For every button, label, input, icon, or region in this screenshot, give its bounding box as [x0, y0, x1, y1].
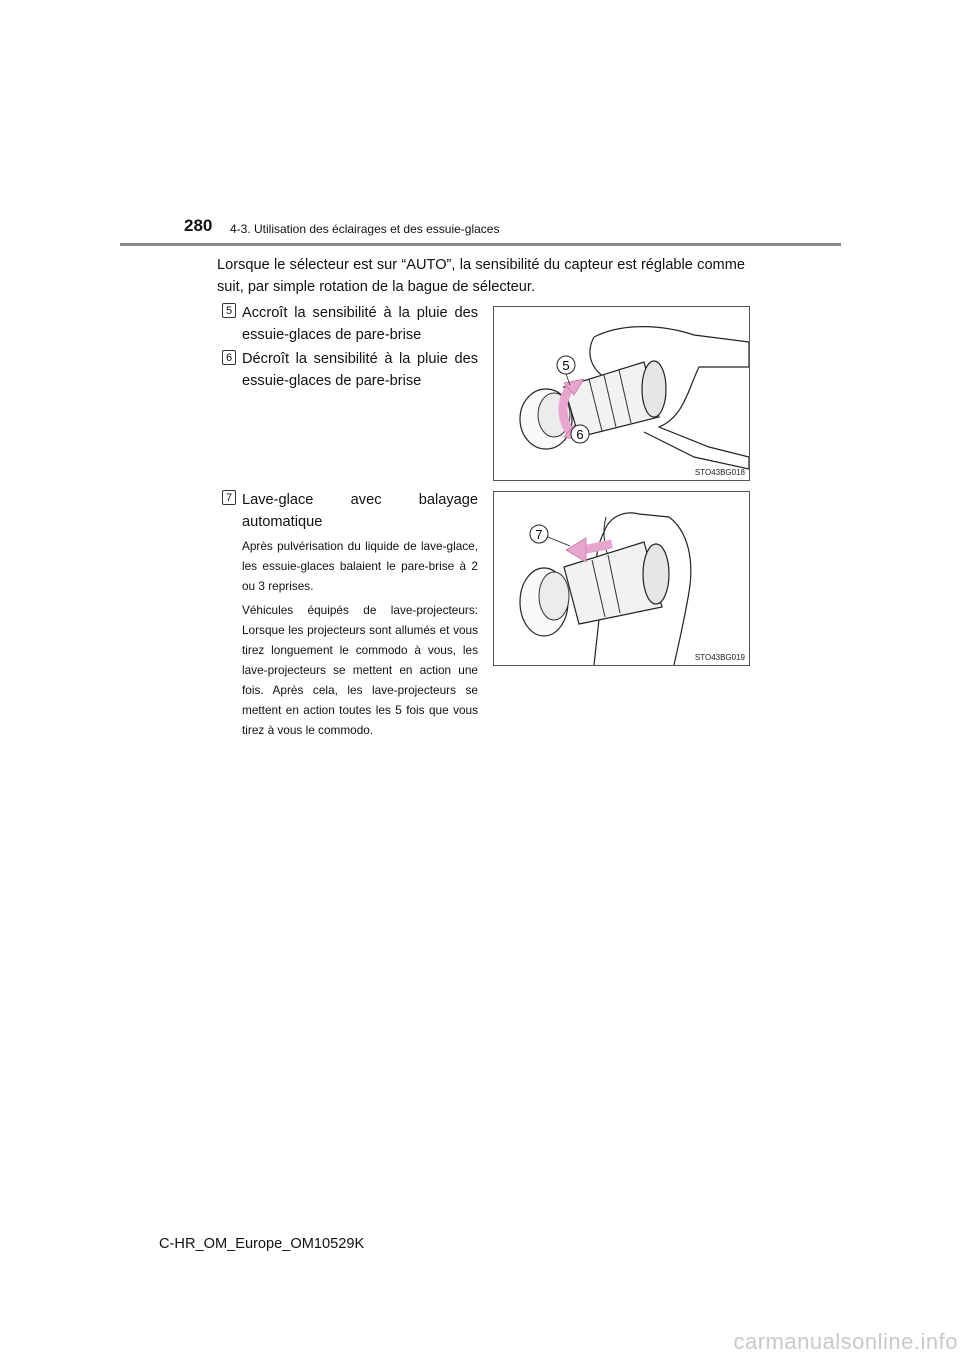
callout-6: 6 [576, 427, 584, 442]
item-number-badge: 6 [222, 350, 236, 365]
washer-lever-illustration [494, 492, 749, 665]
wiper-lever-illustration [494, 307, 749, 480]
figure-wiper-sensitivity [493, 306, 750, 481]
item-number-badge: 7 [222, 490, 236, 505]
note-paragraph: Après pulvérisation du liquide de lave-glace, les essuie-glaces balaient le pare-brise à 2 ou 3 reprises. [242, 539, 478, 593]
header-divider [120, 243, 841, 246]
figure-washer [493, 491, 750, 666]
document-footer: C-HR_OM_Europe_OM10529K [159, 1236, 365, 1252]
figure-code: STO43BG018 [694, 468, 745, 477]
callout-5: 5 [562, 358, 570, 373]
item-number-badge: 5 [222, 303, 236, 318]
page-number: 280 [184, 216, 213, 235]
note-paragraph: Véhicules équipés de lave-projecteurs: Lorsque les projecteurs sont allumés et vous tirez longuement le commodo à vous, les lave-projecteurs se mettent en action une fois. Après cela, les lave-projecteurs se mettent en action toutes les 5 fois que vous tirez à vous le commodo. [242, 603, 478, 737]
item-text: Accroît la sensibilité à la pluie des essuie-glaces de pare-brise [242, 305, 478, 343]
figure-code: STO43BG019 [694, 653, 745, 662]
item-text: Lave-glace avec balayage automatique [242, 492, 478, 530]
intro-paragraph: Lorsque le sélecteur est sur “AUTO”, la sensibilité du capteur est réglable comme suit, par simple rotation de la bague de sélecteur. [217, 257, 745, 295]
callout-7: 7 [535, 527, 543, 542]
section-title: 4-3. Utilisation des éclairages et des essuie-glaces [230, 222, 500, 236]
watermark: carmanualsonline.info [733, 1329, 958, 1354]
item-text: Décroît la sensibilité à la pluie des essuie-glaces de pare-brise [242, 351, 478, 389]
